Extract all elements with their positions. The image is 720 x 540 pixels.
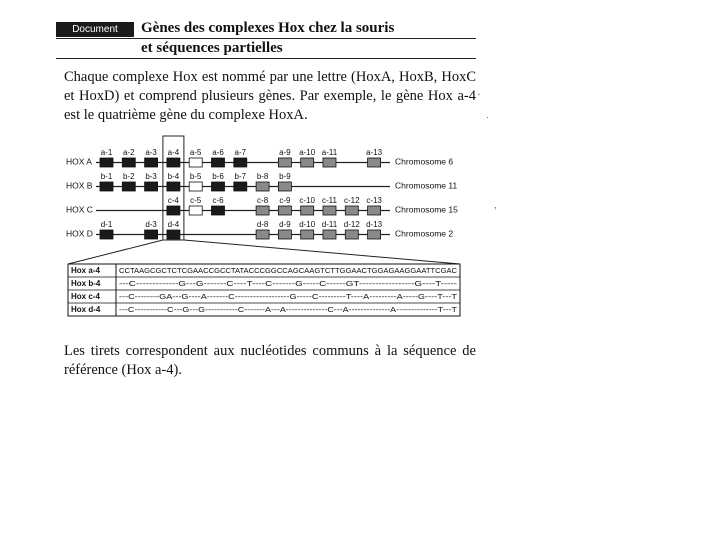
gene-box (323, 206, 336, 215)
gene-label: a-5 (189, 148, 202, 157)
gene-label: c-13 (366, 196, 382, 205)
gene-label: d-13 (366, 220, 383, 229)
gene-box (278, 230, 291, 239)
table-sequence: ---C--------GA---G----A-------C------------------G-----C---------T----A---------A-----G----T---T (119, 292, 458, 301)
gene-label: d-3 (145, 220, 157, 229)
table-sequence: CCTAAGCGCTCTCGAACCGCCTATACCCGGCCAGCAAGTCTTGGAACTGGAGAAGGAATTCGAC (119, 266, 458, 275)
row-label: HOX A (66, 156, 92, 167)
scan-mark-3: , (494, 200, 497, 210)
scan-mark-1: ' (478, 92, 480, 102)
intro-text: Chaque complexe Hox est nommé par une lettre (HoxA, HoxB, HoxC et HoxD) et comprend plusieurs gènes. Par exemple, le gène Hox a-4 est le quatrième gène du complexe HoxA. (64, 69, 476, 123)
gene-box (368, 230, 381, 239)
title-line-1: Gènes des complexes Hox chez la souris (141, 20, 395, 36)
chromosome-label: Chromosome 2 (395, 228, 454, 239)
gene-box (167, 230, 180, 239)
gene-box (167, 158, 180, 167)
title-line-2: et séquences partielles (141, 40, 283, 56)
gene-box (189, 182, 202, 191)
gene-box (122, 158, 135, 167)
gene-box (122, 182, 135, 191)
table-row-label: Hox b-4 (71, 279, 101, 289)
title-divider-1 (56, 38, 476, 39)
gene-label: c-4 (167, 196, 179, 205)
gene-box (323, 230, 336, 239)
gene-label: a-3 (145, 148, 157, 157)
intro-paragraph (64, 68, 476, 125)
table-sequence: ---C-----------C---G---G-----------C-------A---A--------------C---A--------------A--------------T---T (119, 305, 458, 314)
gene-label: b-2 (123, 172, 135, 181)
gene-box (278, 182, 291, 191)
caption-text: Les tirets correspondent aux nucléotides communs à la séquence de référence (Hox a-4). (64, 343, 476, 378)
row-label: HOX C (66, 204, 93, 215)
gene-box (301, 230, 314, 239)
gene-box (323, 158, 336, 167)
gene-label: d-4 (167, 220, 180, 229)
gene-label: d-10 (299, 220, 316, 229)
scan-mark-2: · (486, 112, 489, 122)
gene-label: d-11 (321, 220, 338, 229)
table-sequence: ---C-------------G---G-------C----T----C-------G-----C------GT-----------------G----T----- (119, 279, 458, 288)
gene-box (368, 158, 381, 167)
gene-box (234, 182, 247, 191)
gene-box (301, 206, 314, 215)
gene-box (100, 158, 113, 167)
gene-box (368, 206, 381, 215)
gene-box (100, 230, 113, 239)
gene-label: b-4 (167, 172, 180, 181)
gene-box (256, 230, 269, 239)
chromosome-label: Chromosome 15 (395, 204, 458, 215)
gene-label: d-12 (343, 220, 360, 229)
gene-box (256, 182, 269, 191)
gene-label: b-7 (234, 172, 247, 181)
gene-label: a-9 (279, 148, 291, 157)
gene-label: b-1 (100, 172, 113, 181)
gene-box (189, 206, 202, 215)
gene-box (212, 182, 225, 191)
gene-label: c-8 (257, 196, 269, 205)
gene-label: a-1 (100, 148, 113, 157)
gene-label: c-12 (344, 196, 360, 205)
table-row-label: Hox c-4 (71, 292, 100, 302)
gene-label: d-8 (256, 220, 269, 229)
gene-box (301, 158, 314, 167)
gene-label: a-7 (234, 148, 247, 157)
caption-paragraph (64, 342, 476, 380)
gene-label: a-13 (366, 148, 383, 157)
gene-box (189, 158, 202, 167)
gene-box (167, 182, 180, 191)
row-label: HOX D (66, 228, 93, 239)
gene-label: a-4 (167, 148, 180, 157)
gene-label: a-6 (212, 148, 224, 157)
gene-box (167, 206, 180, 215)
gene-label: b-5 (189, 172, 202, 181)
gene-label: c-10 (299, 196, 315, 205)
chromosome-label: Chromosome 11 (395, 180, 458, 191)
gene-box (145, 230, 158, 239)
zoom-line-right (184, 240, 460, 264)
gene-label: d-1 (100, 220, 113, 229)
gene-box (256, 206, 269, 215)
document-label: Document (56, 22, 134, 37)
gene-label: b-6 (212, 172, 224, 181)
gene-box (345, 230, 358, 239)
gene-box (212, 206, 225, 215)
table-row-label: Hox a-4 (71, 266, 100, 276)
gene-box (145, 182, 158, 191)
row-label: HOX B (66, 180, 93, 191)
gene-label: c-9 (279, 196, 291, 205)
zoom-line-left (68, 240, 163, 264)
gene-label: b-9 (279, 172, 291, 181)
gene-label: b-8 (256, 172, 269, 181)
gene-label: a-11 (321, 148, 338, 157)
gene-box (278, 206, 291, 215)
gene-label: d-9 (279, 220, 291, 229)
chromosome-label: Chromosome 6 (395, 156, 454, 167)
gene-box (234, 158, 247, 167)
gene-label: c-5 (190, 196, 202, 205)
gene-box (212, 158, 225, 167)
gene-box (278, 158, 291, 167)
gene-label: c-6 (212, 196, 224, 205)
gene-box (145, 158, 158, 167)
gene-box (100, 182, 113, 191)
gene-label: a-10 (299, 148, 316, 157)
gene-label: b-3 (145, 172, 157, 181)
gene-box (345, 206, 358, 215)
gene-label: c-11 (322, 196, 337, 205)
table-row-label: Hox d-4 (71, 305, 101, 315)
gene-label: a-2 (123, 148, 135, 157)
hox-gene-map-figure (64, 134, 464, 330)
title-divider-2 (56, 58, 476, 59)
